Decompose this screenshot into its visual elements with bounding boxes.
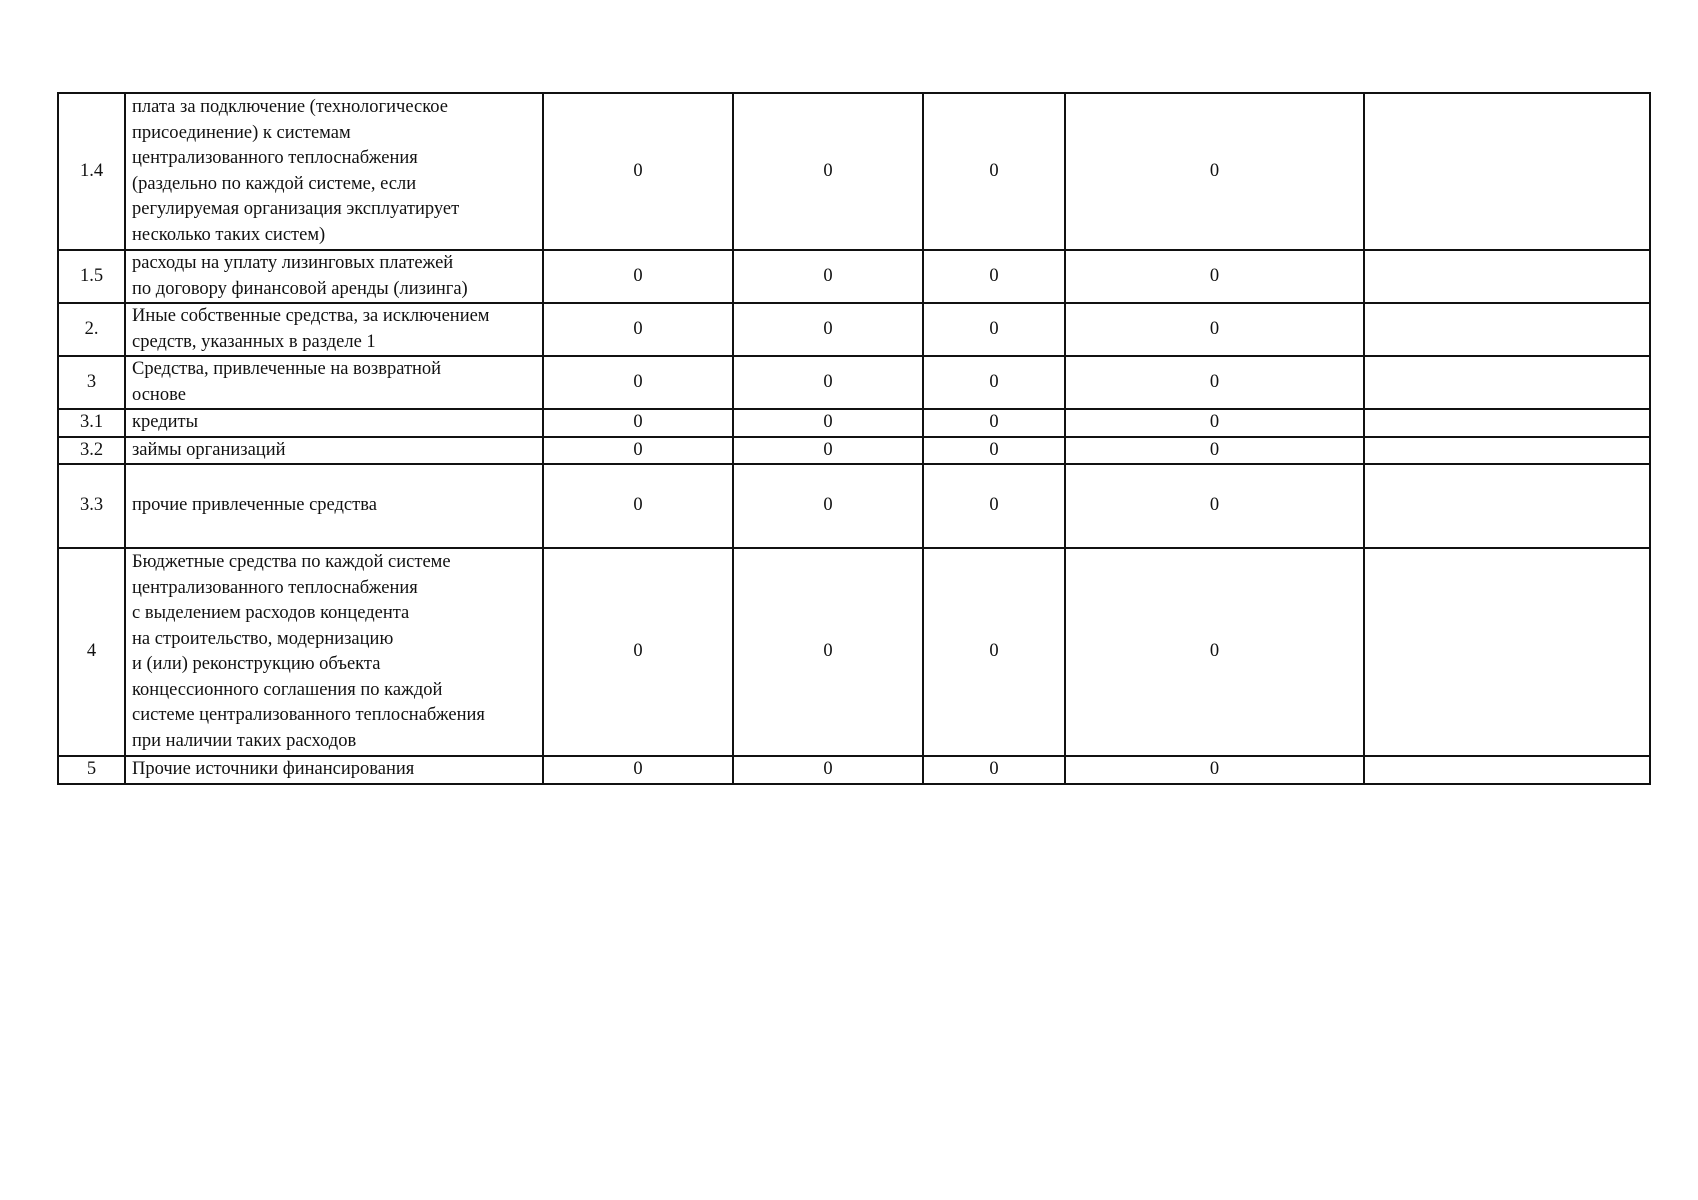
value-cell: 0	[1065, 303, 1364, 356]
row-name: Прочие источники финансирования	[125, 756, 543, 784]
row-name: кредиты	[125, 409, 543, 437]
value-cell: 0	[543, 409, 733, 437]
value-cell: 0	[543, 303, 733, 356]
value-cell: 0	[1065, 756, 1364, 784]
value-cell: 0	[543, 548, 733, 756]
value-cell	[1364, 437, 1650, 465]
value-cell: 0	[733, 409, 923, 437]
value-cell: 0	[923, 437, 1065, 465]
value-cell: 0	[543, 756, 733, 784]
value-cell: 0	[923, 548, 1065, 756]
table-row	[58, 93, 1650, 250]
value-cell: 0	[733, 548, 923, 756]
value-cell: 0	[733, 93, 923, 250]
table-row	[58, 437, 1650, 465]
value-cell: 0	[923, 409, 1065, 437]
value-cell: 0	[1065, 409, 1364, 437]
value-cell: 0	[1065, 250, 1364, 303]
value-cell: 0	[1065, 356, 1364, 409]
value-cell: 0	[543, 93, 733, 250]
table-row	[58, 409, 1650, 437]
value-cell	[1364, 548, 1650, 756]
value-cell: 0	[923, 356, 1065, 409]
value-cell: 0	[733, 303, 923, 356]
value-cell	[1364, 250, 1650, 303]
row-number: 5	[58, 756, 125, 784]
value-cell: 0	[923, 756, 1065, 784]
row-name: прочие привлеченные средства	[125, 464, 543, 548]
row-name: Иные собственные средства, за исключением средств, указанных в разделе 1	[125, 303, 543, 356]
value-cell: 0	[923, 464, 1065, 548]
row-name: расходы на уплату лизинговых платежей по договору финансовой аренды (лизинга)	[125, 250, 543, 303]
table-row	[58, 303, 1650, 356]
row-number: 3.1	[58, 409, 125, 437]
row-name: займы организаций	[125, 437, 543, 465]
table-row	[58, 250, 1650, 303]
value-cell	[1364, 93, 1650, 250]
row-name: плата за подключение (технологическое присоединение) к системам централизованного теплоснабжения (раздельно по каждой системе, если регулируемая организация эксплуатирует несколько таких систем)	[125, 93, 543, 250]
value-cell: 0	[543, 250, 733, 303]
value-cell: 0	[923, 303, 1065, 356]
value-cell	[1364, 756, 1650, 784]
value-cell	[1364, 409, 1650, 437]
value-cell: 0	[1065, 437, 1364, 465]
row-name: Средства, привлеченные на возвратной основе	[125, 356, 543, 409]
table-row	[58, 756, 1650, 784]
value-cell: 0	[543, 464, 733, 548]
table-row	[58, 548, 1650, 756]
value-cell: 0	[543, 437, 733, 465]
row-number: 3.3	[58, 464, 125, 548]
row-number: 4	[58, 548, 125, 756]
value-cell: 0	[1065, 93, 1364, 250]
row-name: Бюджетные средства по каждой системе централизованного теплоснабжения с выделением расходов концедента на строительство, модернизацию и (или) реконструкцию объекта концессионного соглашения по каждой системе централизованного теплоснабжения при наличии таких расходов	[125, 548, 543, 756]
value-cell: 0	[923, 93, 1065, 250]
value-cell: 0	[733, 437, 923, 465]
table-row	[58, 464, 1650, 548]
table-row	[58, 356, 1650, 409]
row-number: 3	[58, 356, 125, 409]
value-cell	[1364, 464, 1650, 548]
value-cell: 0	[1065, 548, 1364, 756]
row-number: 3.2	[58, 437, 125, 465]
row-number: 1.4	[58, 93, 125, 250]
row-number: 2.	[58, 303, 125, 356]
value-cell: 0	[543, 356, 733, 409]
value-cell: 0	[733, 250, 923, 303]
row-number: 1.5	[58, 250, 125, 303]
value-cell: 0	[923, 250, 1065, 303]
value-cell	[1364, 356, 1650, 409]
value-cell: 0	[733, 464, 923, 548]
value-cell: 0	[1065, 464, 1364, 548]
value-cell	[1364, 303, 1650, 356]
financing-sources-table	[57, 92, 1651, 785]
value-cell: 0	[733, 756, 923, 784]
value-cell: 0	[733, 356, 923, 409]
